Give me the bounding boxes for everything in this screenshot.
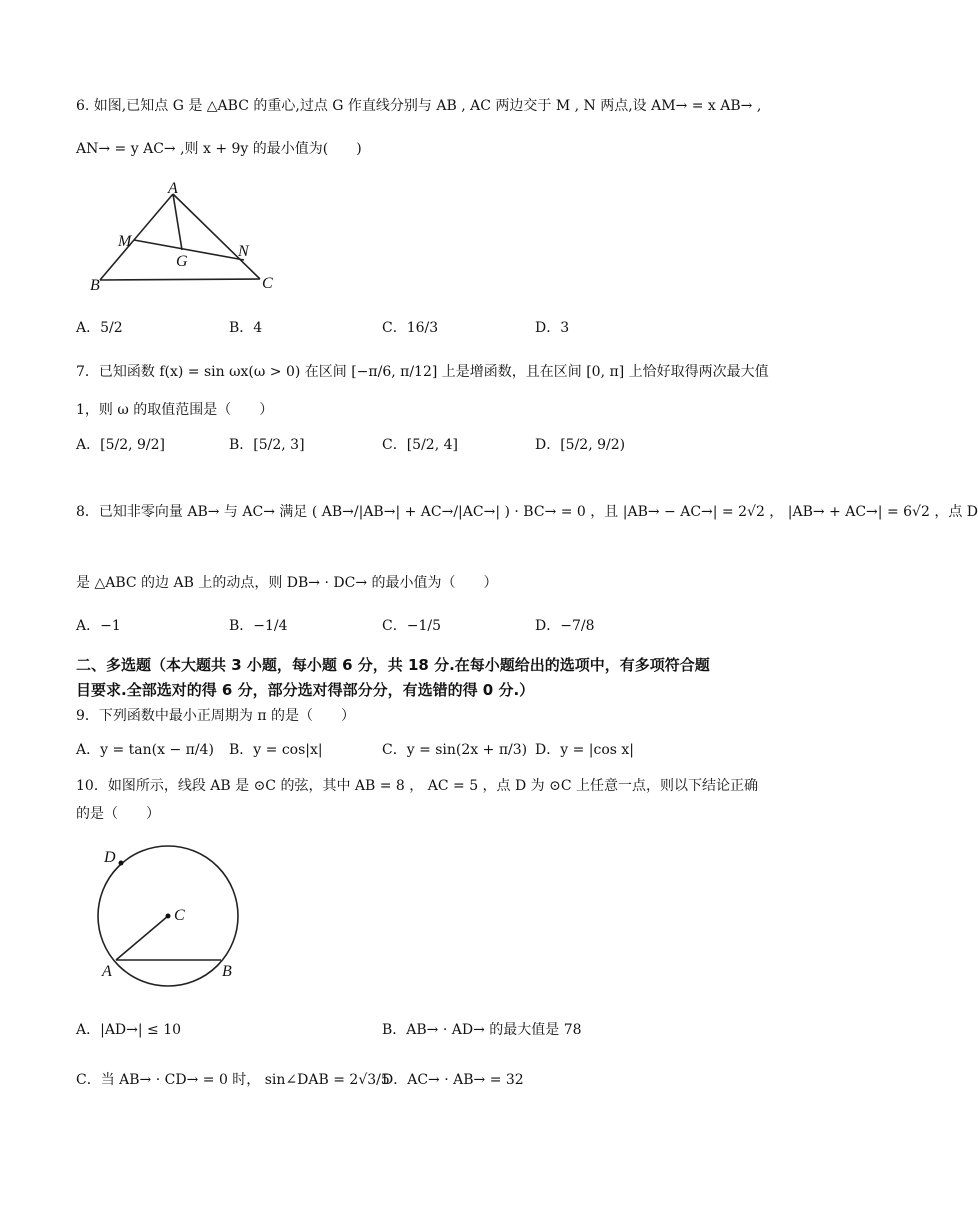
q7-option-d: D．[5/2, 9/2) [535,437,626,453]
q9-option-c: C．y = sin(2x + π/3) [382,742,528,758]
q7-option-b: B．[5/2, 3] [229,437,305,453]
q6-option-d: D．3 [535,320,570,336]
q10-label-a: A [102,963,112,980]
q10-option-c: C．当 AB→ · CD→ = 0 时， sin∠DAB = 2√3/5 [76,1072,390,1088]
q10-stem-line-2: 的是（ ） [76,806,160,822]
q6-label-c: C [262,275,273,292]
q6-segment-bc [100,279,260,280]
q9-option-a: A．y = tan(x − π/4) [76,742,214,758]
q6-triangle-figure [86,178,286,298]
q9-option-d: D．y = |cos x| [535,742,634,758]
q8-stem-line-1: 8．已知非零向量 AB→ 与 AC→ 满足 ( AB→/|AB→| + AC→/|AC→| ) · BC→ = 0 ，且 |AB→ − AC→| = 2√2 ， |AB→ + AC→| = 6√2 ，点 D [76,504,978,520]
q6-label-a: A [168,180,178,197]
q6-label-g: G [176,253,188,270]
q9-stem: 9．下列函数中最小正周期为 π 的是（ ） [76,708,356,724]
q7-option-c: C．[5/2, 4] [382,437,458,453]
q6-option-a: A．5/2 [76,320,123,336]
section-2-heading-line-1: 二、多选题（本大题共 3 小题，每小题 6 分，共 18 分.在每小题给出的选项中，有多项符合题 [76,656,710,674]
q8-stem-line-2: 是 △ABC 的边 AB 上的动点，则 DB→ · DC→ 的最小值为（ ） [76,575,498,591]
q6-segment-mn [134,240,244,260]
q10-option-a: A．|AD→| ≤ 10 [76,1022,182,1038]
q6-label-n: N [238,243,249,260]
q10-option-d: D．AC→ · AB→ = 32 [382,1072,524,1088]
q6-label-b: B [90,277,100,294]
q6-segment-ab [100,194,173,280]
q8-option-a: A．−1 [76,618,121,634]
q10-label-c: C [174,907,185,924]
q6-stem-line-2: AN→ = y AC→ ,则 x + 9y 的最小值为( ) [76,141,362,157]
q8-option-b: B．−1/4 [229,618,288,634]
section-2-heading-line-2: 目要求.全部选对的得 6 分，部分选对得部分分，有选错的得 0 分.） [76,681,535,699]
q10-point-d [119,861,124,866]
q8-option-c: C．−1/5 [382,618,441,634]
q10-circle-figure [96,838,256,988]
q6-option-c: C．16/3 [382,320,439,336]
q7-stem-line-2: 1，则 ω 的取值范围是（ ） [76,402,274,418]
q8-option-d: D．−7/8 [535,618,595,634]
q10-segment-ac [116,916,168,960]
q7-option-a: A．[5/2, 9/2] [76,437,165,453]
q10-option-b: B．AB→ · AD→ 的最大值是 78 [382,1022,582,1038]
q10-label-d: D [104,849,116,866]
q10-center-point [166,914,171,919]
q6-option-b: B．4 [229,320,263,336]
q10-label-b: B [222,963,232,980]
q10-stem-line-1: 10．如图所示，线段 AB 是 ⊙C 的弦，其中 AB = 8 ， AC = 5 ，点 D 为 ⊙C 上任意一点，则以下结论正确 [76,778,759,794]
q9-option-b: B．y = cos|x| [229,742,323,758]
q6-stem-line-1: 6. 如图,已知点 G 是 △ABC 的重心,过点 G 作直线分别与 AB , AC 两边交于 M , N 两点,设 AM→ = x AB→ , [76,98,762,114]
q6-label-m: M [118,233,132,250]
q7-stem-line-1: 7．已知函数 f(x) = sin ωx(ω > 0) 在区间 [−π/6, π/12] 上是增函数，且在区间 [0, π] 上恰好取得两次最大值 [76,364,769,380]
